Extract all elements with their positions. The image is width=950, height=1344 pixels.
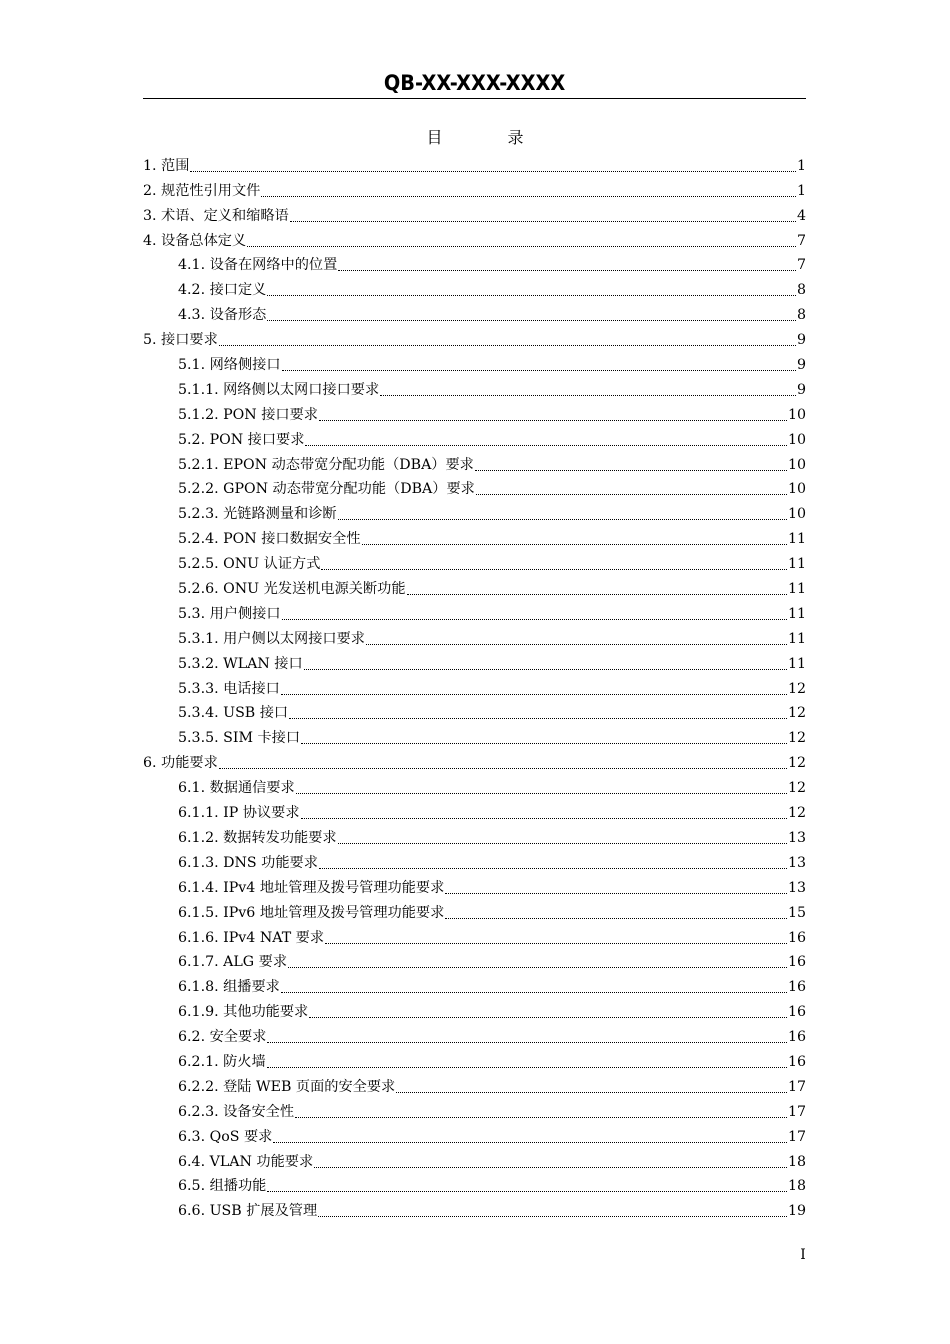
toc-entry-page: 10 [787, 456, 806, 473]
toc-dot-leader [267, 295, 796, 296]
toc-entry-page: 19 [787, 1203, 806, 1220]
toc-dot-leader [407, 594, 787, 595]
toc-entry-label: 6.2.1. 防火墙 [178, 1053, 266, 1070]
document-code: QB-XX-XXX-XXXX [383, 71, 566, 95]
toc-entry[interactable] [143, 1147, 806, 1172]
toc-entry-page: 11 [787, 531, 806, 548]
toc-entry-page: 1 [796, 157, 806, 174]
toc-entry-label: 4.3. 设备形态 [178, 307, 267, 324]
toc-dot-leader [282, 370, 796, 371]
toc-entry[interactable] [143, 375, 806, 400]
toc-entry-label: 6.1.6. IPv4 NAT 要求 [178, 929, 325, 946]
toc-dot-leader [282, 619, 787, 620]
toc-entry-page: 16 [787, 1004, 806, 1021]
toc-entry-page: 11 [787, 630, 806, 647]
toc-entry-label: 6.2.2. 登陆 WEB 页面的安全要求 [178, 1078, 396, 1095]
toc-entry[interactable] [143, 151, 806, 176]
toc-dot-leader [475, 470, 787, 471]
toc-entry-page: 10 [787, 431, 806, 448]
toc-entry[interactable] [143, 300, 806, 325]
toc-entry-label: 6.1. 数据通信要求 [178, 780, 295, 797]
toc-entry-page: 10 [787, 506, 806, 523]
toc-entry-label: 5.3. 用户侧接口 [178, 605, 281, 622]
toc-entry-label: 6. 功能要求 [143, 755, 218, 772]
toc-entry-page: 16 [787, 1029, 806, 1046]
toc-entry-label: 5.2.6. ONU 光发送机电源关断功能 [178, 581, 406, 598]
toc-entry-page: 12 [787, 705, 806, 722]
toc-entry-page: 12 [787, 730, 806, 747]
toc-entry-page: 18 [787, 1153, 806, 1170]
toc-entry-label: 6.1.7. ALG 要求 [178, 954, 288, 971]
toc-entry[interactable] [143, 251, 806, 276]
toc-entry-page: 15 [787, 904, 806, 921]
toc-entry[interactable] [143, 873, 806, 898]
toc-entry-page: 10 [787, 406, 806, 423]
toc-entry-label: 6.1.5. IPv6 地址管理及拨号管理功能要求 [178, 904, 445, 921]
toc-entry[interactable] [143, 1047, 806, 1072]
toc-entry[interactable] [143, 1072, 806, 1097]
toc-entry-page: 7 [796, 232, 806, 249]
toc-entry-label: 6.2. 安全要求 [178, 1029, 267, 1046]
toc-dot-leader [304, 669, 787, 670]
toc-entry[interactable] [143, 972, 806, 997]
toc-entry-label: 5.2.1. EPON 动态带宽分配功能（DBA）要求 [178, 456, 474, 473]
toc-dot-leader [267, 1042, 787, 1043]
toc-entry[interactable] [143, 425, 806, 450]
toc-entry[interactable] [143, 475, 806, 500]
toc-entry-page: 9 [796, 357, 806, 374]
toc-dot-leader [281, 992, 787, 993]
toc-entry-page: 18 [787, 1178, 806, 1195]
toc-entry-label: 6.6. USB 扩展及管理 [178, 1203, 318, 1220]
toc-dot-leader [305, 445, 787, 446]
toc-dot-leader [289, 718, 787, 719]
toc-entry-page: 12 [787, 780, 806, 797]
toc-entry-label: 5.2.3. 光链路测量和诊断 [178, 506, 337, 523]
toc-entry-label: 3. 术语、定义和缩略语 [143, 207, 289, 224]
toc-entry[interactable] [143, 773, 806, 798]
toc-entry[interactable] [143, 898, 806, 923]
toc-entry-label: 4.1. 设备在网络中的位置 [178, 257, 338, 274]
toc-dot-leader [281, 694, 787, 695]
toc-entry-page: 9 [796, 332, 806, 349]
toc-dot-leader [261, 196, 796, 197]
toc-entry-label: 6.1.8. 组播要求 [178, 979, 280, 996]
toc-dot-leader [273, 1142, 787, 1143]
toc-entry[interactable] [143, 723, 806, 748]
toc-entry-page: 9 [796, 381, 806, 398]
toc-entry-label: 2. 规范性引用文件 [143, 182, 261, 199]
toc-entry[interactable] [143, 848, 806, 873]
toc-entry-page: 11 [787, 605, 806, 622]
toc-entry-label: 5.2.2. GPON 动态带宽分配功能（DBA）要求 [178, 481, 475, 498]
toc-entry-page: 13 [787, 879, 806, 896]
toc-entry-label: 1. 范围 [143, 157, 190, 174]
toc-entry-page: 12 [787, 755, 806, 772]
toc-dot-leader [190, 171, 796, 172]
toc-entry-label: 5.2. PON 接口要求 [178, 431, 305, 448]
toc-entry-label: 6.3. QoS 要求 [178, 1128, 273, 1145]
toc-dot-leader [396, 1092, 787, 1093]
toc-entry[interactable] [143, 574, 806, 599]
toc-entry-page: 17 [787, 1103, 806, 1120]
toc-entry[interactable] [143, 748, 806, 773]
toc-entry-label: 4. 设备总体定义 [143, 232, 247, 249]
toc-entry-label: 6.2.3. 设备安全性 [178, 1103, 295, 1120]
toc-entry-label: 5.3.1. 用户侧以太网接口要求 [178, 630, 365, 647]
toc-entry[interactable] [143, 201, 806, 226]
toc-entry[interactable] [143, 325, 806, 350]
toc-entry-page: 11 [787, 556, 806, 573]
table-of-contents [143, 151, 806, 1221]
toc-dot-leader [290, 221, 796, 222]
toc-entry[interactable] [143, 798, 806, 823]
toc-entry-page: 4 [796, 207, 806, 224]
toc-entry-page: 11 [787, 655, 806, 672]
page-header [143, 68, 806, 99]
toc-dot-leader [309, 1017, 787, 1018]
toc-entry[interactable] [143, 400, 806, 425]
toc-dot-leader [267, 1067, 787, 1068]
toc-entry[interactable] [143, 823, 806, 848]
toc-dot-leader [314, 1167, 787, 1168]
toc-entry[interactable] [143, 599, 806, 624]
toc-dot-leader [325, 943, 787, 944]
toc-entry-label: 6.5. 组播功能 [178, 1178, 267, 1195]
toc-entry[interactable] [143, 923, 806, 948]
toc-entry-page: 12 [787, 805, 806, 822]
toc-dot-leader [362, 544, 787, 545]
toc-entry-page: 16 [787, 954, 806, 971]
page-number: I [800, 1247, 806, 1263]
toc-dot-leader [288, 967, 787, 968]
toc-entry[interactable] [143, 176, 806, 201]
toc-entry[interactable] [143, 226, 806, 251]
toc-entry[interactable] [143, 699, 806, 724]
toc-entry[interactable] [143, 1196, 806, 1221]
toc-dot-leader [338, 270, 796, 271]
toc-entry-label: 5.2.5. ONU 认证方式 [178, 556, 321, 573]
toc-dot-leader [267, 320, 796, 321]
toc-dot-leader [338, 519, 787, 520]
toc-entry-label: 6.1.1. IP 协议要求 [178, 805, 300, 822]
toc-entry-label: 6.1.9. 其他功能要求 [178, 1004, 309, 1021]
toc-entry[interactable] [143, 499, 806, 524]
toc-entry-page: 13 [787, 829, 806, 846]
toc-dot-leader [296, 793, 787, 794]
toc-entry[interactable] [143, 1097, 806, 1122]
toc-entry[interactable] [143, 450, 806, 475]
toc-dot-leader [445, 918, 787, 919]
toc-entry-label: 6.4. VLAN 功能要求 [178, 1153, 314, 1170]
toc-entry[interactable] [143, 624, 806, 649]
toc-entry-label: 5.1. 网络侧接口 [178, 357, 281, 374]
toc-entry-page: 16 [787, 1053, 806, 1070]
toc-entry[interactable] [143, 275, 806, 300]
toc-entry-page: 16 [787, 929, 806, 946]
toc-dot-leader [301, 818, 787, 819]
toc-entry-label: 5.3.5. SIM 卡接口 [178, 730, 301, 747]
toc-entry-page: 1 [796, 182, 806, 199]
toc-entry[interactable] [143, 549, 806, 574]
toc-dot-leader [319, 868, 787, 869]
toc-dot-leader [380, 395, 796, 396]
toc-entry-page: 16 [787, 979, 806, 996]
toc-title: 目 录 [426, 128, 554, 147]
toc-entry-label: 5.2.4. PON 接口数据安全性 [178, 531, 361, 548]
toc-dot-leader [295, 1117, 787, 1118]
toc-entry-label: 4.2. 接口定义 [178, 282, 267, 299]
toc-entry[interactable] [143, 997, 806, 1022]
toc-dot-leader [338, 843, 787, 844]
toc-entry-page: 11 [787, 581, 806, 598]
toc-dot-leader [321, 569, 787, 570]
toc-entry-label: 6.1.3. DNS 功能要求 [178, 854, 318, 871]
toc-entry[interactable] [143, 1122, 806, 1147]
toc-entry-page: 7 [796, 257, 806, 274]
toc-entry[interactable] [143, 1022, 806, 1047]
toc-dot-leader [318, 1216, 787, 1217]
toc-entry-label: 5.3.3. 电话接口 [178, 680, 280, 697]
toc-entry[interactable] [143, 674, 806, 699]
toc-dot-leader [476, 494, 787, 495]
toc-entry-page: 8 [796, 282, 806, 299]
toc-dot-leader [219, 768, 787, 769]
toc-entry-label: 6.1.2. 数据转发功能要求 [178, 829, 337, 846]
toc-entry-label: 6.1.4. IPv4 地址管理及拨号管理功能要求 [178, 879, 445, 896]
toc-entry[interactable] [143, 649, 806, 674]
toc-entry[interactable] [143, 524, 806, 549]
toc-entry-label: 5. 接口要求 [143, 332, 218, 349]
toc-entry-label: 5.1.1. 网络侧以太网口接口要求 [178, 381, 380, 398]
toc-entry-page: 13 [787, 854, 806, 871]
toc-entry[interactable] [143, 350, 806, 375]
toc-entry[interactable] [143, 948, 806, 973]
toc-entry-page: 8 [796, 307, 806, 324]
toc-dot-leader [319, 420, 787, 421]
toc-entry-page: 17 [787, 1078, 806, 1095]
toc-entry-page: 12 [787, 680, 806, 697]
toc-entry-label: 5.3.4. USB 接口 [178, 705, 289, 722]
toc-entry-page: 10 [787, 481, 806, 498]
toc-entry-label: 5.1.2. PON 接口要求 [178, 406, 318, 423]
toc-dot-leader [366, 644, 787, 645]
toc-entry-label: 5.3.2. WLAN 接口 [178, 655, 303, 672]
toc-dot-leader [247, 246, 796, 247]
toc-entry-page: 17 [787, 1128, 806, 1145]
toc-entry[interactable] [143, 1172, 806, 1197]
toc-dot-leader [219, 345, 796, 346]
toc-dot-leader [445, 893, 787, 894]
toc-dot-leader [267, 1191, 787, 1192]
toc-dot-leader [301, 743, 787, 744]
